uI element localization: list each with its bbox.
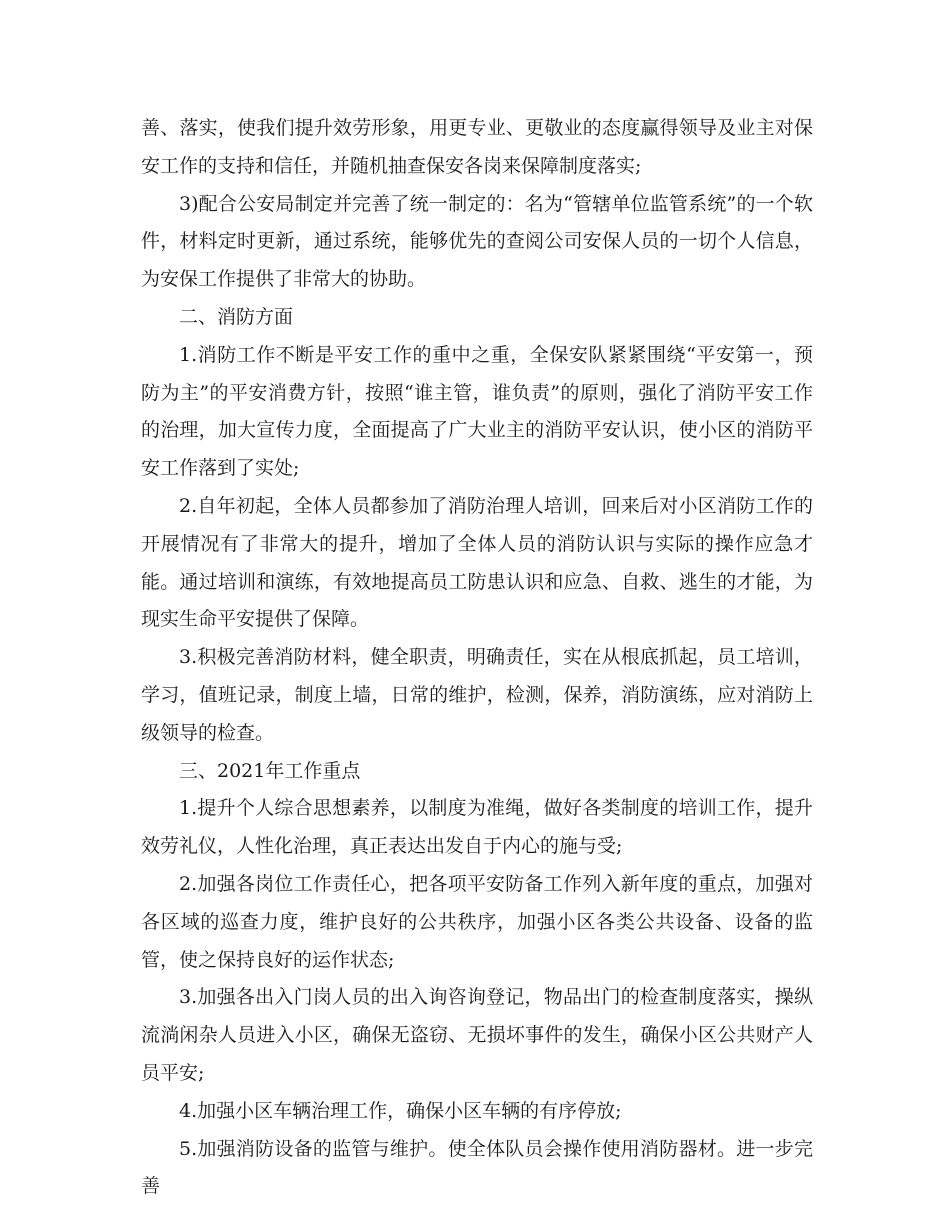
paragraph-focus-4: 4.加强小区车辆治理工作，确保小区车辆的有序停放; (179, 1099, 622, 1122)
section-heading-fire-safety: 二、消防方面 (179, 305, 294, 328)
document-body (141, 110, 813, 1206)
section-heading-work-focus: 三、2021年工作重点 (179, 759, 361, 782)
paragraph-fire-3: 3.积极完善消防材料，健全职责，明确责任，实在从根底抓起，员工培训，学习，值班记录，制度上墙，日常的维护，检测，保养，消防演练，应对消防上级领导的检查。 (141, 646, 813, 744)
paragraph-fire-2: 2.自年初起，全体人员都参加了消防治理人培训，回来后对小区消防工作的开展情况有了非常大的提升，增加了全体人员的消防认识与实际的操作应急才能。通过培训和演练，有效地提高员工防患认识和应急、自救、逃生的才能，为现实生命平安提供了保障。 (141, 494, 813, 631)
paragraph-item-3: 3)配合公安局制定并完善了统一制定的：名为“管辖单位监管系统”的一个软件，材料定时更新，通过系统，能够优先的查阅公司安保人员的一切个人信息，为安保工作提供了非常大的协助。 (141, 192, 813, 291)
paragraph-focus-2: 2.加强各岗位工作责任心，把各项平安防备工作列入新年度的重点，加强对各区域的巡查力度，维护良好的公共秩序，加强小区各类公共设备、设备的监管，使之保持良好的运作状态; (141, 872, 813, 971)
paragraph-continuation: 善、落实，使我们提升效劳形象，用更专业、更敬业的态度赢得领导及业主对保安工作的支持和信任，并随机抽查保安各岗来保障制度落实; (141, 117, 813, 177)
paragraph-focus-1: 1.提升个人综合思想素养，以制度为准绳，做好各类制度的培训工作，提升效劳礼仪，人性化治理，真正表达出发自于内心的施与受; (141, 797, 813, 858)
paragraph-fire-1: 1.消防工作不断是平安工作的重中之重，全保安队紧紧围绕“平安第一，预防为主”的平安消费方针，按照“谁主管，谁负责”的原则，强化了消防平安工作的治理，加大宣传力度，全面提高了广大业主的消防平安认识，使小区的消防平安工作落到了实处; (141, 343, 813, 480)
paragraph-focus-5: 5.加强消防设备的监管与维护。使全体队员会操作使用消防器材。进一步完善 (141, 1137, 813, 1198)
paragraph-focus-3: 3.加强各出入门岗人员的出入询咨询登记，物品出门的检查制度落实，操纵流淌闲杂人员进入小区，确保无盗窃、无损坏事件的发生，确保小区公共财产人员平安; (141, 986, 813, 1084)
